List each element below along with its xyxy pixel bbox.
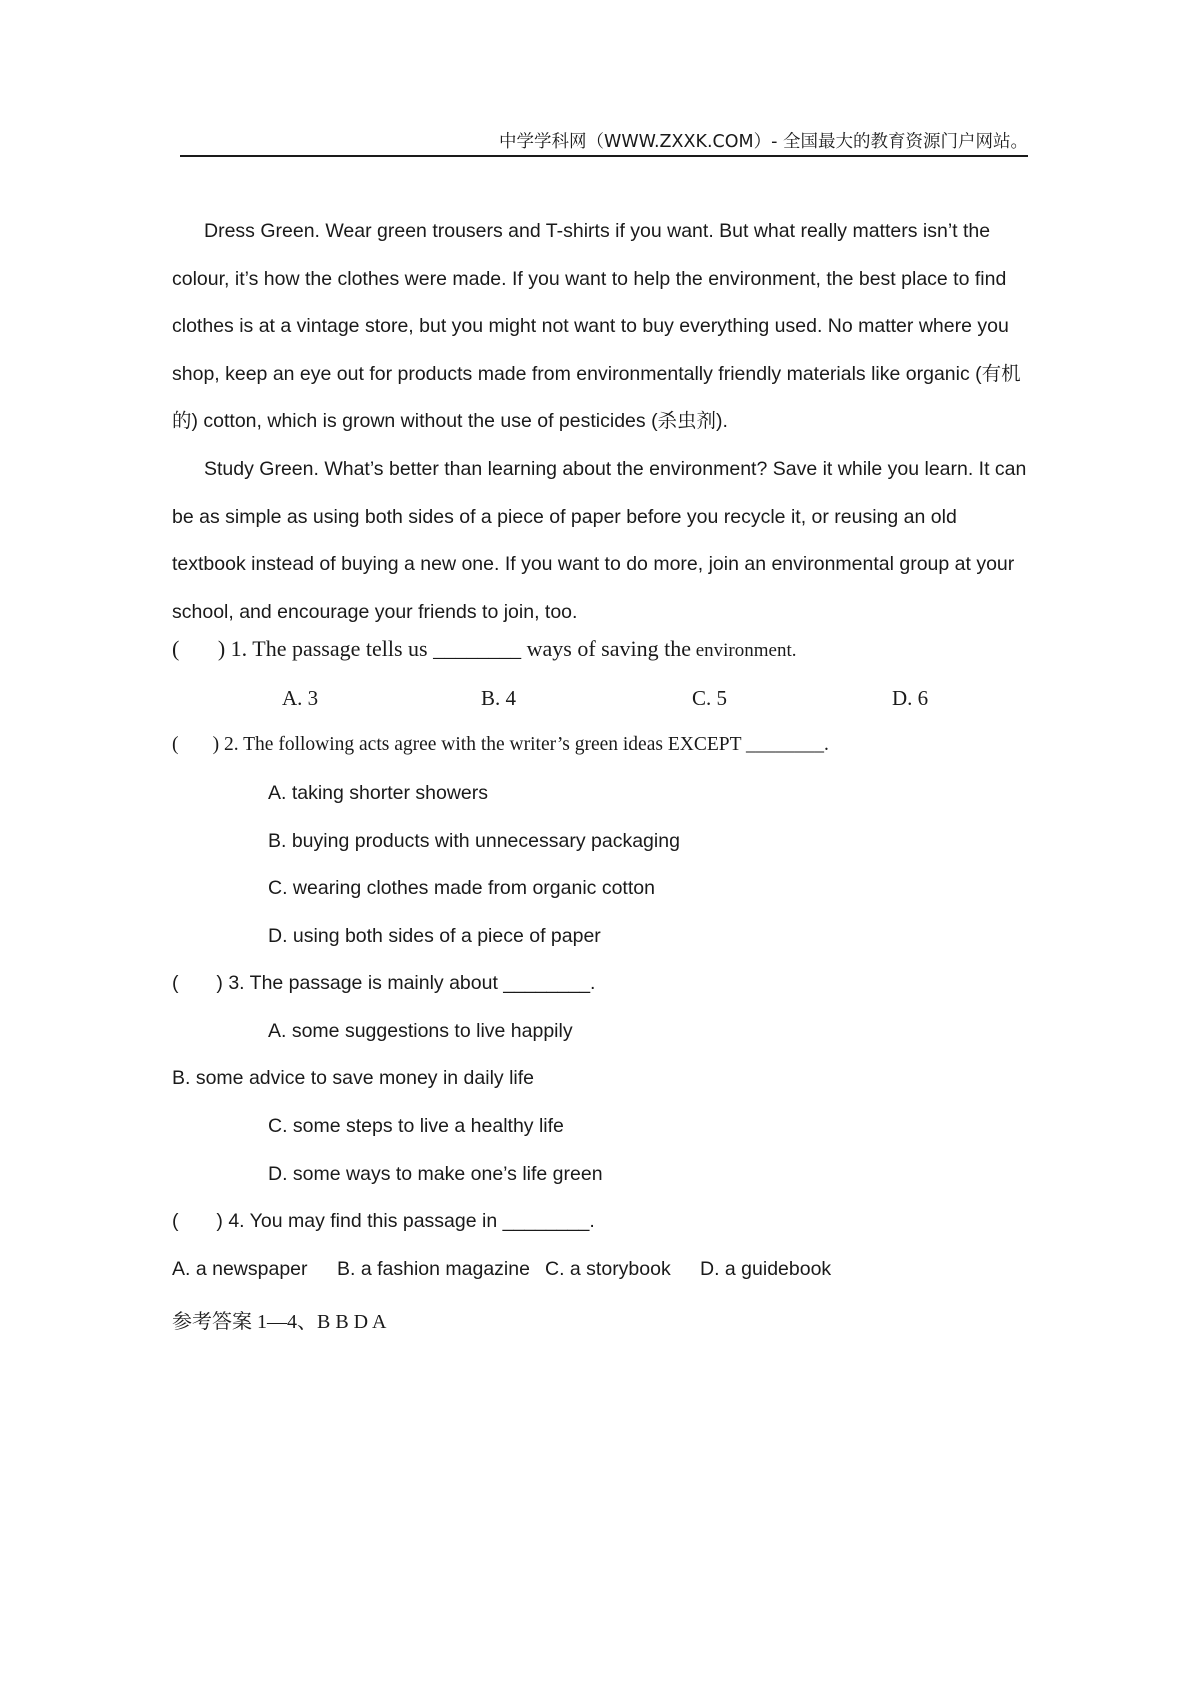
header-rule <box>180 155 1028 157</box>
question-2-option-b: B. buying products with unnecessary packaging <box>268 830 680 852</box>
question-3-option-b: B. some advice to save money in daily life <box>172 1067 535 1089</box>
question-4-option-a: A. a newspaper <box>172 1258 308 1280</box>
answer-key: 参考答案 1—4、B B D A <box>172 1311 387 1333</box>
question-2-option-a: A. taking shorter showers <box>268 782 489 804</box>
question-2-option-d: D. using both sides of a piece of paper <box>268 925 601 947</box>
question-4-option-c: C. a storybook <box>545 1258 671 1280</box>
question-1-option-d: D. 6 <box>892 686 929 710</box>
question-3-option-a: A. some suggestions to live happily <box>268 1020 573 1042</box>
page-header: 中学学科网（WWW.ZXXK.COM）- 全国最大的教育资源门户网站。 <box>499 132 1028 152</box>
question-3-option-c: C. some steps to live a healthy life <box>268 1115 564 1137</box>
question-3-stem: ( ) 3. The passage is mainly about ________. <box>172 972 596 994</box>
passage-paragraph-dress-green <box>172 208 1032 446</box>
question-1-option-c: C. 5 <box>692 686 728 710</box>
question-4-option-b: B. a fashion magazine <box>337 1258 530 1280</box>
question-4-option-d: D. a guidebook <box>700 1258 832 1280</box>
passage-paragraph-study-green <box>172 446 1032 636</box>
question-1-option-a: A. 3 <box>282 686 319 710</box>
question-1-stem-tail: environment. <box>690 640 797 661</box>
question-3-option-d: D. some ways to make one’s life green <box>268 1163 603 1185</box>
question-1-option-b: B. 4 <box>481 686 517 710</box>
question-1-stem <box>172 636 797 662</box>
question-4-stem: ( ) 4. You may find this passage in ________. <box>172 1210 595 1232</box>
paragraph-text: Dress Green. Wear green trousers and T-shirts if you want. But what really matters isn’t the colour, it’s how the clothes were made. If you want to help the environment, the best place to find clothes is at a vintage store, but you might not want to buy everything used. No matter where you shop, keep an eye out for products made from environmentally friendly materials like organic (有机的) cotton, which is grown without the use of pesticides (杀虫剂). <box>172 220 1021 432</box>
question-1-stem-main: ( ) 1. The passage tells us ________ ways of saving the <box>172 636 691 661</box>
question-2-stem: ( ) 2. The following acts agree with the writer’s green ideas EXCEPT ________. <box>172 734 829 755</box>
question-2-option-c: C. wearing clothes made from organic cotton <box>268 877 655 899</box>
paragraph-text: Study Green. What’s better than learning about the environment? Save it while you learn. It can be as simple as using both sides of a piece of paper before you recycle it, or reusing an old textbook instead of buying a new one. If you want to do more, join an environmental group at your school, and encourage your friends to join, too. <box>172 458 1027 623</box>
